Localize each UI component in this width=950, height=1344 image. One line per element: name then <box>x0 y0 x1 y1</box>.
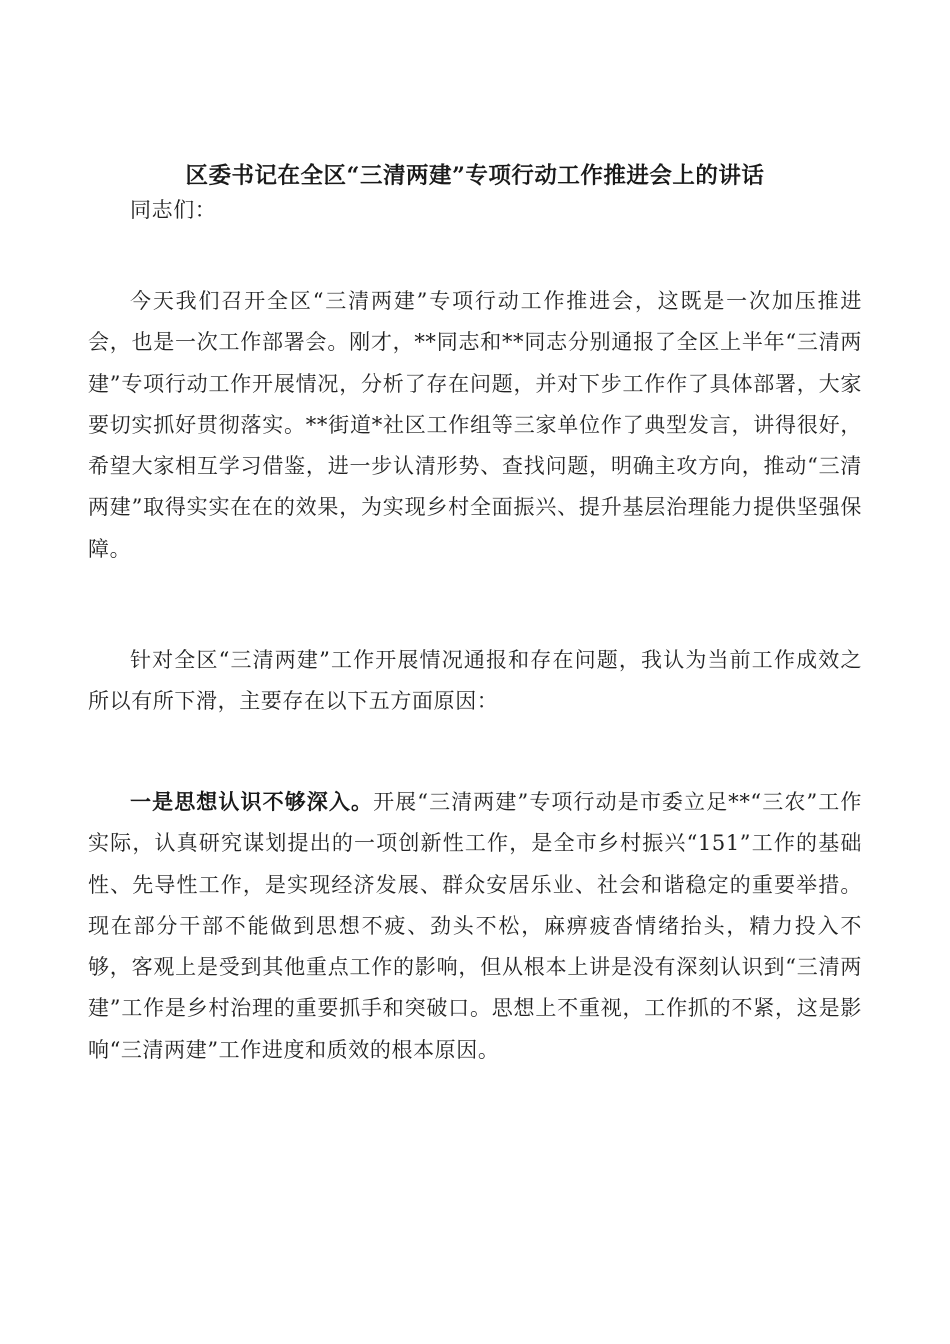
greeting: 同志们： <box>130 198 217 222</box>
document-title: 区委书记在全区“三清两建”专项行动工作推进会上的讲话 <box>185 163 765 189</box>
paragraph-intro: 今天我们召开全区“三清两建”专项行动工作推进会，这既是一次加压推进会，也是一次工作部署会。刚才，**同志和**同志分别通报了全区上半年“三清两建”专项行动工作开展情况，分析了存在问题，并对下步工作作了具体部署，大家要切实抓好贯彻落实。**街道*社区工作组等三家单位作了典型发言，讲得很好，希望大家相互学习借鉴，进一步认清形势、查找问题，明确主攻方向，推动“三清两建”取得实实在在的效果，为实现乡村全面振兴、提升基层治理能力提供坚强保障。 <box>88 289 862 561</box>
paragraph-point-one <box>88 781 862 1071</box>
point-one-heading: 一是思想认识不够深入。 <box>130 789 374 814</box>
paragraph-reasons: 针对全区“三清两建”工作开展情况通报和存在问题，我认为当前工作成效之所以有所下滑，主要存在以下五方面原因： <box>88 648 862 714</box>
point-one-body: 开展“三清两建”专项行动是市委立足**“三农”工作实际，认真研究谋划提出的一项创新性工作，是全市乡村振兴“151”工作的基础性、先导性工作，是实现经济发展、群众安居乐业、社会和谐稳定的重要举措。现在部分干部不能做到思想不疲、劲头不松，麻痹疲沓情绪抬头，精力投入不够，客观上是受到其他重点工作的影响，但从根本上讲是没有深刻认识到“三清两建”工作是乡村治理的重要抓手和突破口。思想上不重视，工作抓的不紧，这是影响“三清两建”工作进度和质效的根本原因。 <box>88 790 862 1062</box>
